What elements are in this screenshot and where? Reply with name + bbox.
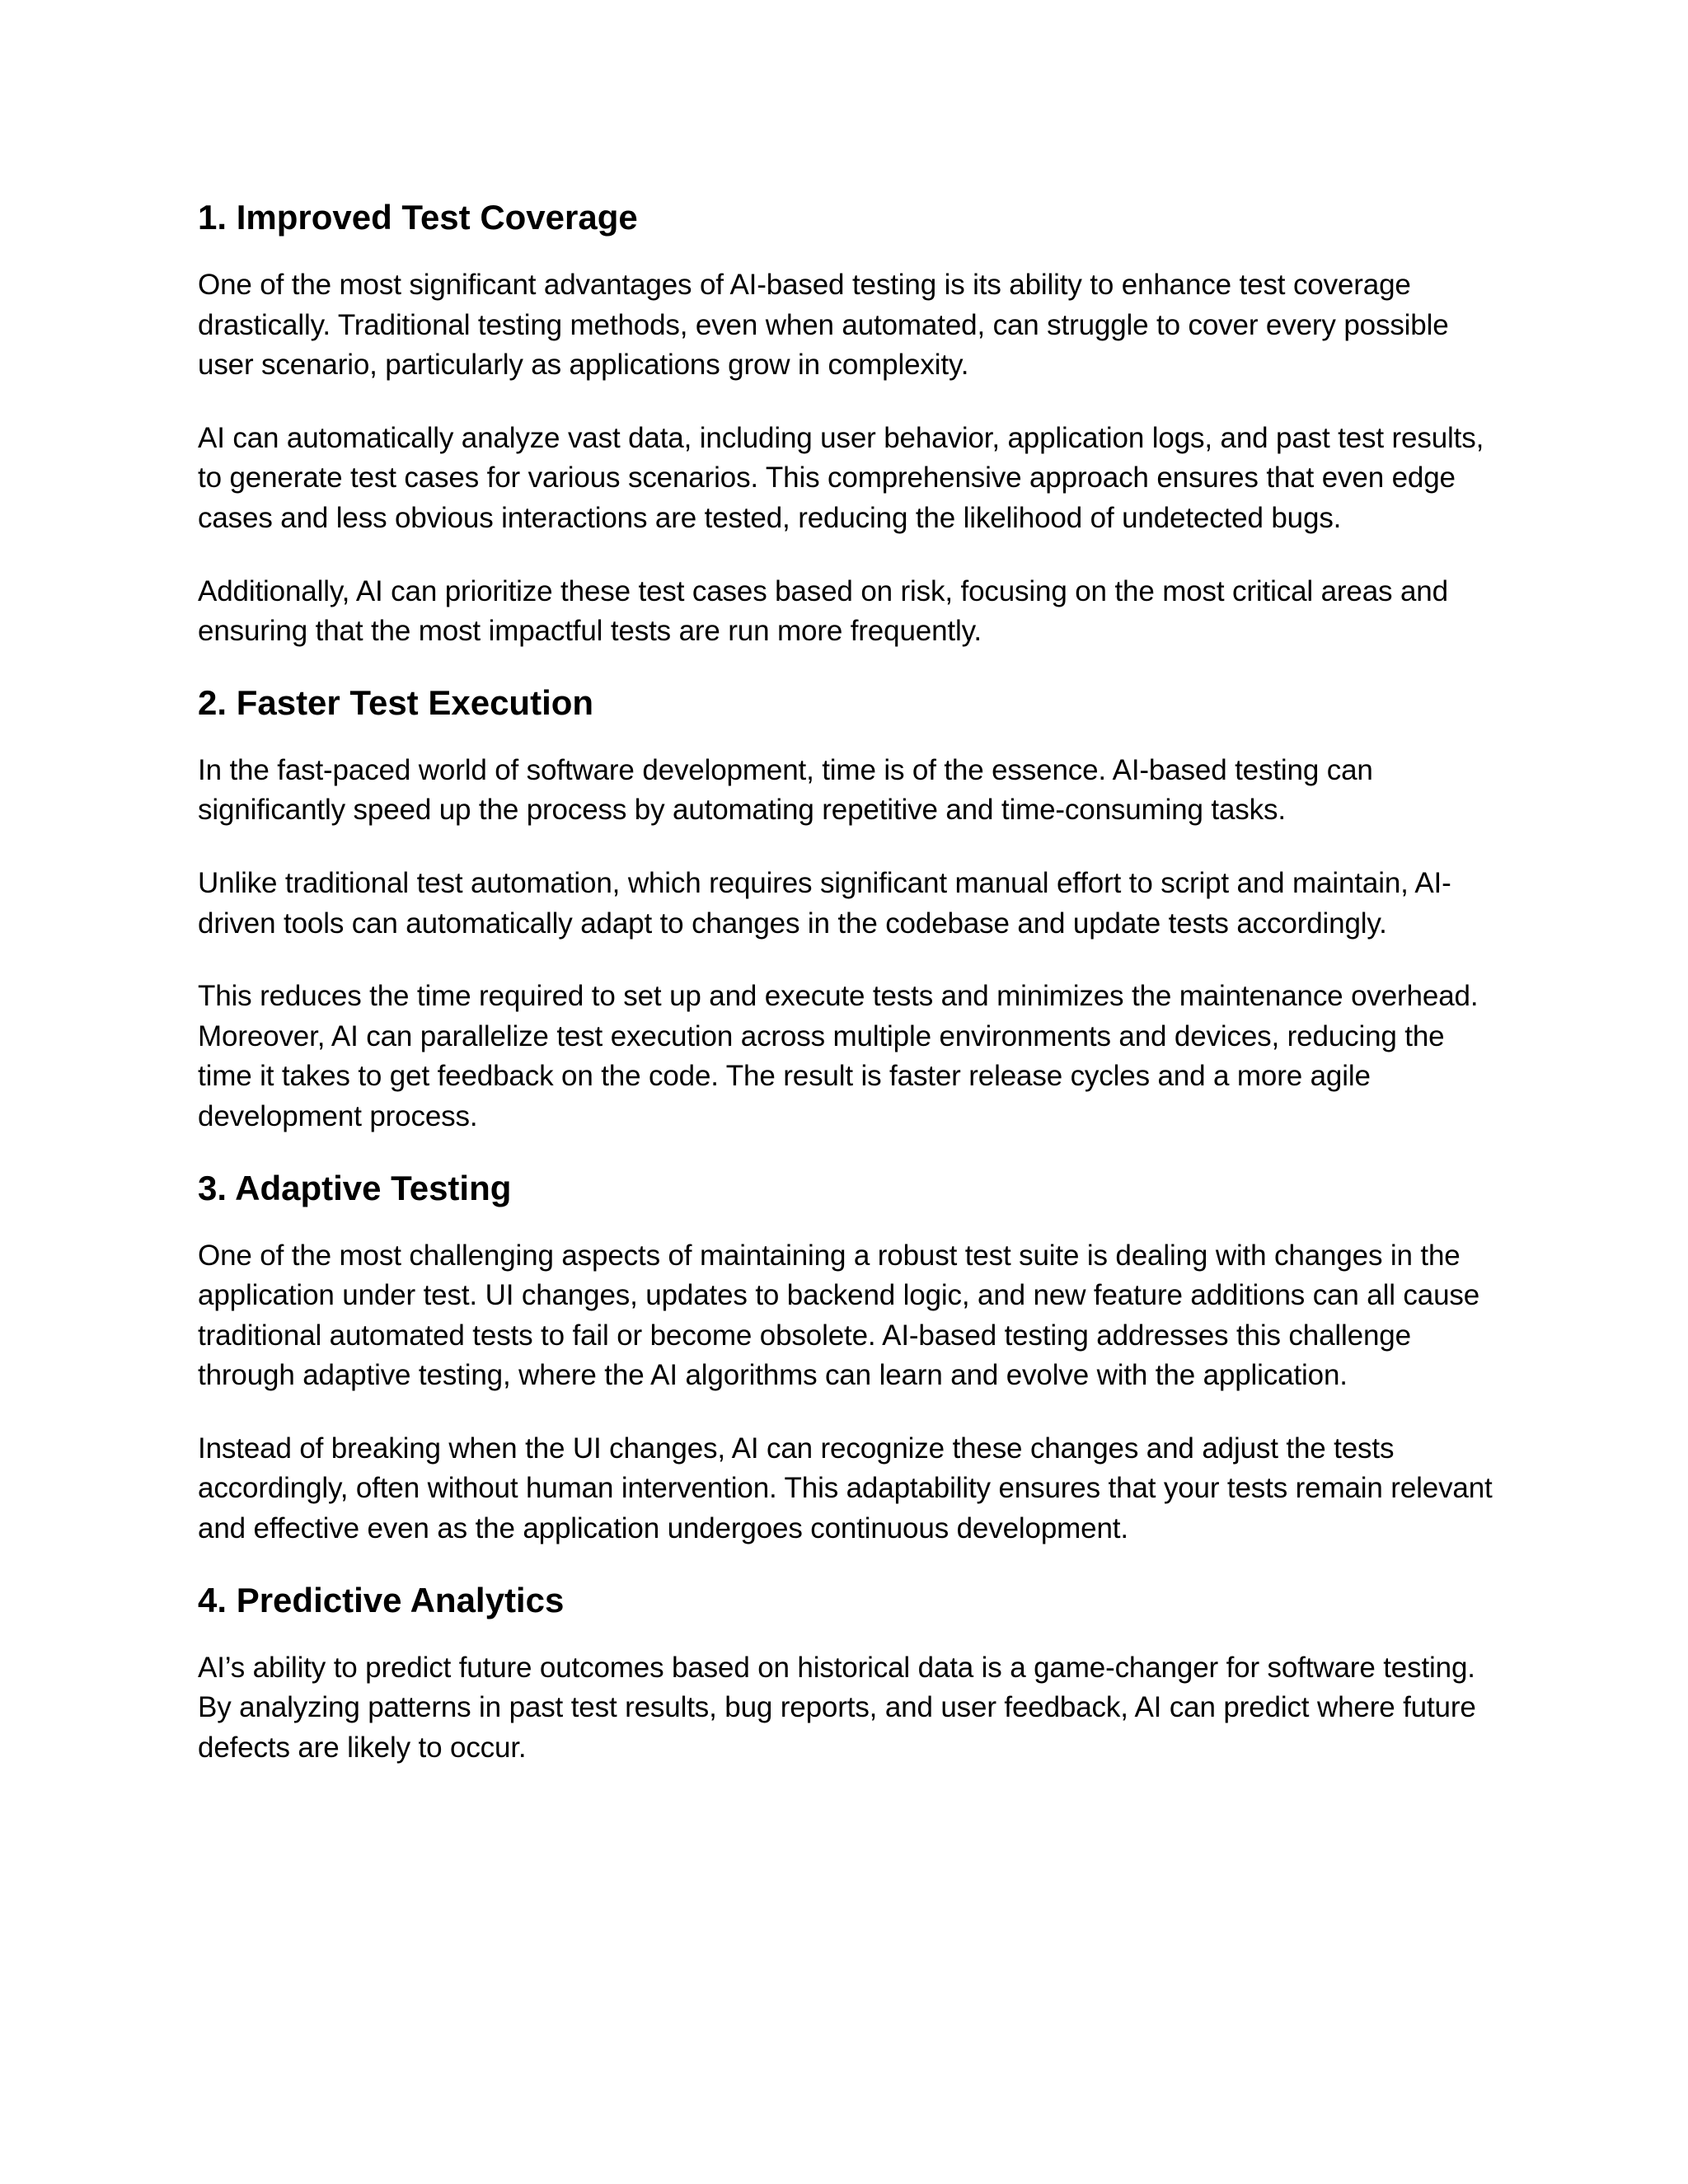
section-heading: 3. Adaptive Testing xyxy=(198,1168,512,1207)
section-adaptive-testing xyxy=(198,1165,1500,1549)
section-heading: 4. Predictive Analytics xyxy=(198,1580,565,1619)
section-heading: 2. Faster Test Execution xyxy=(198,682,594,722)
paragraph: Unlike traditional test automation, which requires significant manual effort to script and maintain, AI-driven tools can automatically adapt to changes in the codebase and update tests accordingly. xyxy=(198,866,1451,940)
paragraph: AI can automatically analyze vast data, including user behavior, application logs, and past test results, to generate test cases for various scenarios. This comprehensive approach ensures that even edge cases and less obvious interactions are tested, reducing the likelihood of undetected bugs. xyxy=(198,421,1484,534)
section-heading: 1. Improved Test Coverage xyxy=(198,198,638,237)
paragraph: In the fast-paced world of software development, time is of the essence. AI-based testing can significantly speed up the process by automating repetitive and time-consuming tasks. xyxy=(198,753,1373,827)
paragraph: One of the most significant advantages of AI-based testing is its ability to enhance test coverage drastically. Traditional testing methods, even when automated, can struggle to cover every possible user scenario, particularly as applications grow in complexity. xyxy=(198,269,1449,382)
paragraph: Instead of breaking when the UI changes, AI can recognize these changes and adjust the tests accordingly, often without human intervention. This adaptability ensures that your tests remain relevant and effective even as the application undergoes continuous development. xyxy=(198,1432,1493,1545)
paragraph: One of the most challenging aspects of maintaining a robust test suite is dealing with changes in the application under test. UI changes, updates to backend logic, and new feature additions can all cause traditional automated tests to fail or become obsolete. AI-based testing addresses this challenge through adaptive testing, where the AI algorithms can learn and evolve with the application. xyxy=(198,1239,1480,1392)
section-improved-test-coverage xyxy=(198,194,1500,652)
paragraph: AI’s ability to predict future outcomes based on historical data is a game-changer for software testing. By analyzing patterns in past test results, bug reports, and user feedback, AI can predict where future defects are likely to occur. xyxy=(198,1651,1476,1764)
section-faster-test-execution xyxy=(198,680,1500,1137)
document-content xyxy=(198,194,1500,1768)
paragraph: This reduces the time required to set up and execute tests and minimizes the maintenance overhead. Moreover, AI can parallelize test execution across multiple environments and devices, reducing the time it takes to get feedback on the code. The result is faster release cycles and a more agile development process. xyxy=(198,980,1479,1132)
section-predictive-analytics xyxy=(198,1577,1500,1769)
paragraph: Additionally, AI can prioritize these test cases based on risk, focusing on the most critical areas and ensuring that the most impactful tests are run more frequently. xyxy=(198,574,1448,648)
